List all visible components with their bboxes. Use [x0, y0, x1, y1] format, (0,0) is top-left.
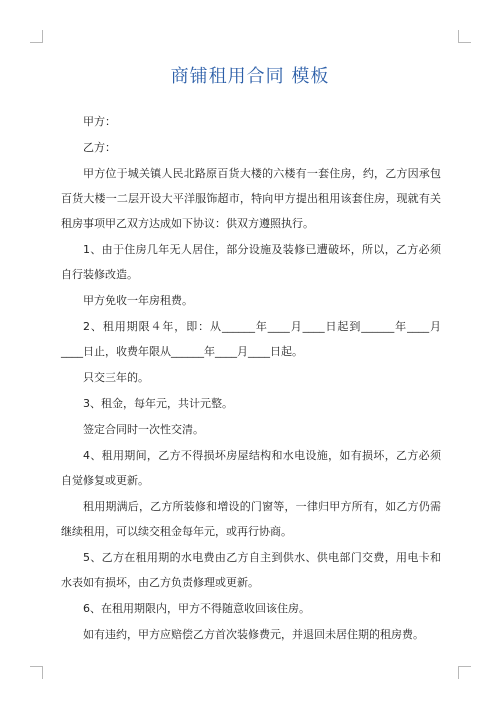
contract-body	[61, 109, 441, 648]
clause-2: 2、租用期限４年，即：从______年____月____日起到______年____月____日止，收费年限从______年____月____日起。	[61, 320, 441, 358]
party-a-line: 甲方：	[83, 115, 116, 128]
preamble-paragraph: 甲方位于城关镇人民北路原百货大楼的六楼有一套住房，约，乙方因承包百货大楼一二层开设大平洋服饰超市，特向甲方提出租用该套住房，现就有关租房事项甲乙双方达成如下协议：供双方遵照执行。	[61, 167, 441, 230]
crop-mark-top-right	[458, 30, 471, 43]
clause-5: 5、乙方在租用期的水电费由乙方自主到供水、供电部门交费，用电卡和水表如有损坏，由乙方负责修理或更新。	[61, 551, 441, 589]
crop-mark-bottom-left	[30, 666, 43, 679]
clause-1-note: 甲方免收一年房租费。	[83, 294, 193, 307]
clause-2-note: 只交三年的。	[83, 371, 149, 384]
clause-6: 6、在租用期限内，甲方不得随意收回该住房。	[83, 602, 310, 615]
document-title: 商铺租用合同 模板	[170, 66, 330, 87]
clause-1: 1、由于住房几年无人居住，部分设施及装修已遭破坏，所以，乙方必须自行装修改造。	[61, 243, 441, 281]
clause-6-note: 如有违约，甲方应赔偿乙方首次装修费元，并退回未居住期的租房费。	[83, 628, 424, 641]
crop-mark-bottom-right	[458, 666, 471, 679]
clause-3: 3、租金，每年元，共计元整。	[83, 397, 233, 410]
clause-4: 4、租用期间，乙方不得损坏房屋结构和水电设施，如有损坏，乙方必须自觉修复或更新。	[61, 449, 441, 487]
clause-3-note: 签定合同时一次性交清。	[83, 423, 204, 436]
crop-mark-top-left	[30, 30, 43, 43]
clause-4-note: 租用期满后，乙方所装修和增设的门窗等，一律归甲方所有，如乙方仍需继续租用，可以续交租金每年元，或再行协商。	[61, 500, 441, 538]
party-b-line: 乙方：	[83, 141, 116, 154]
